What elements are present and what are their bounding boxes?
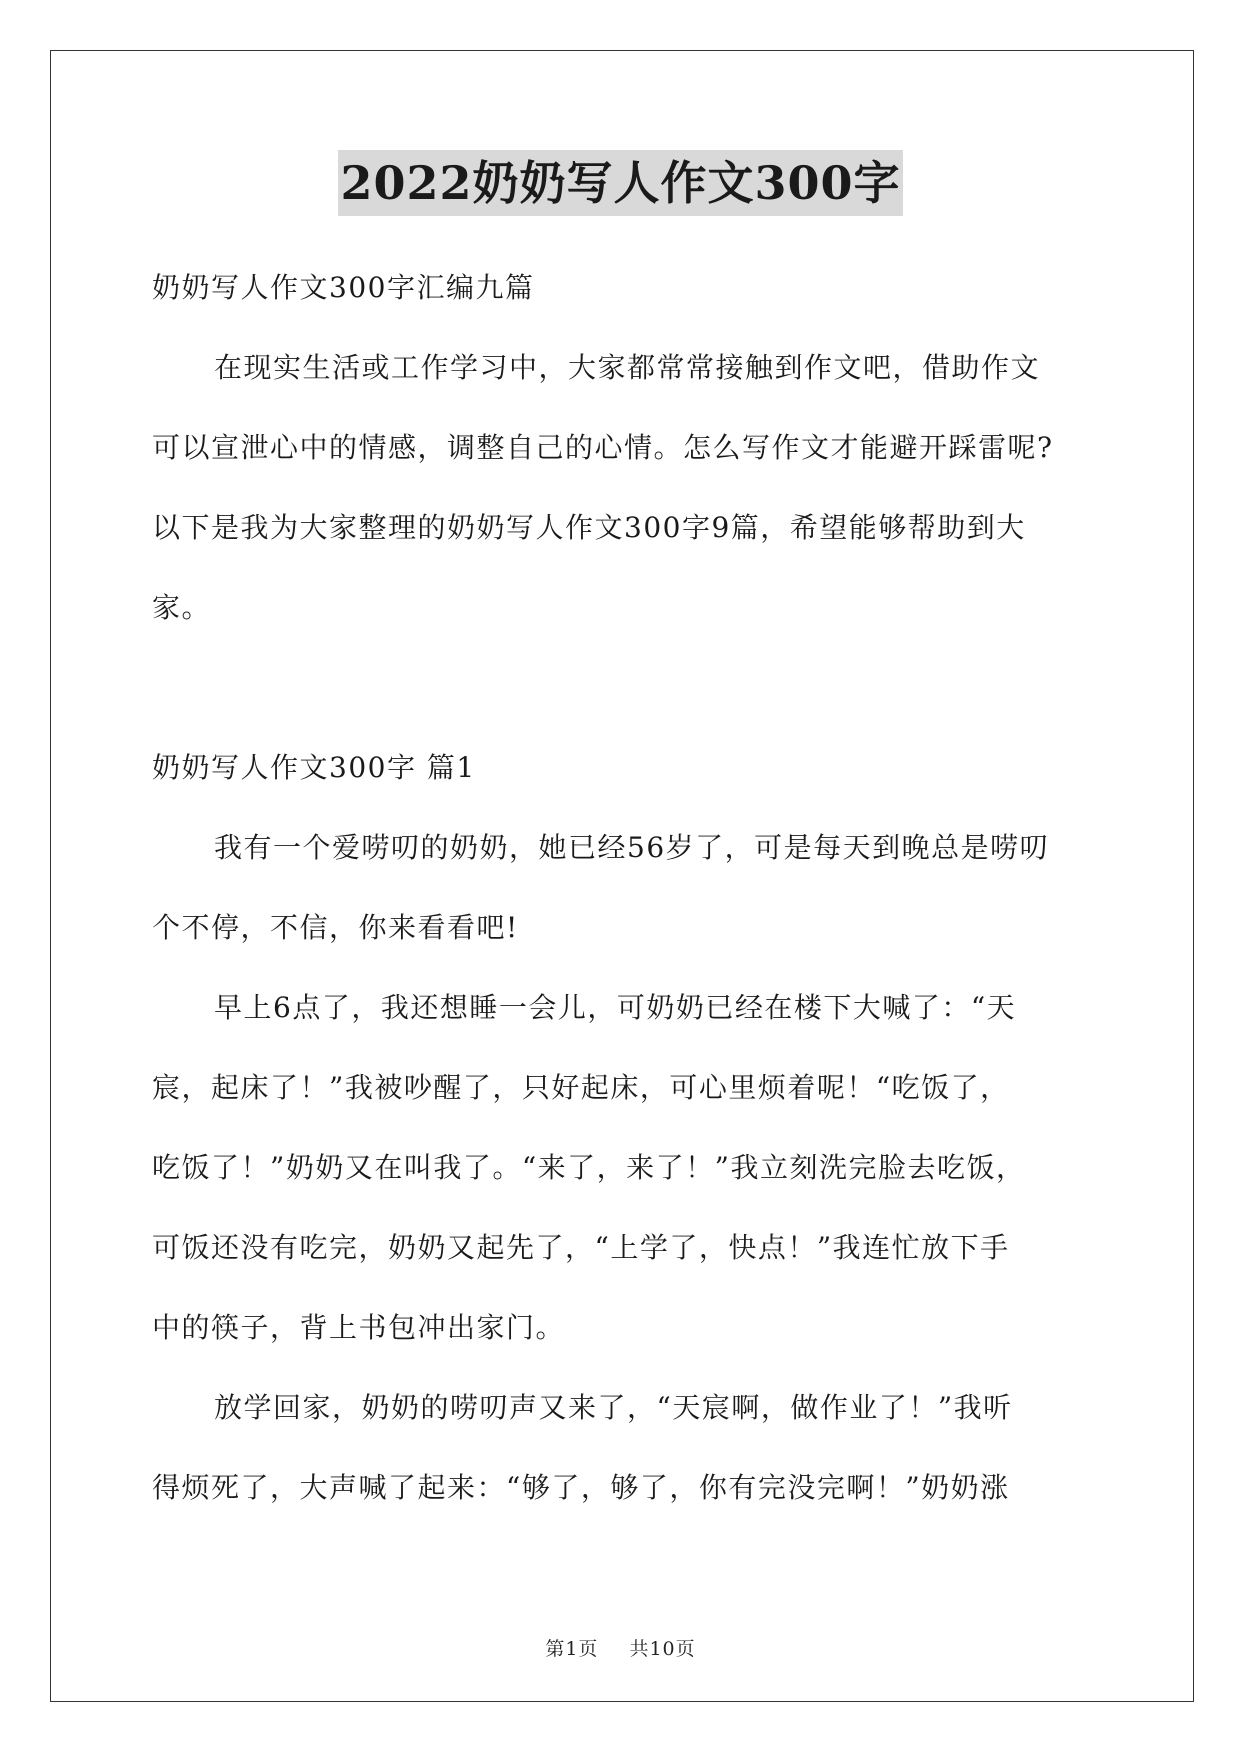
document-title-text: 2022奶奶写人作文300字 <box>338 150 902 216</box>
text-line: 可以宣泄心中的情感，调整自己的心情。怎么写作文才能避开踩雷呢? <box>152 431 1054 464</box>
text-line: 中的筷子，背上书包冲出家门。 <box>152 1311 566 1344</box>
text-line: 可饭还没有吃完，奶奶又起先了，“上学了，快点！”我连忙放下手 <box>152 1231 1010 1264</box>
intro-paragraph <box>152 328 1092 648</box>
subtitle: 奶奶写人作文300字汇编九篇 <box>152 271 535 304</box>
blank-line <box>152 648 1092 728</box>
text-line: 在现实生活或工作学习中，大家都常常接触到作文吧，借助作文 <box>214 351 1041 384</box>
text-line: 以下是我为大家整理的奶奶写人作文300字9篇，希望能够帮助到大 <box>152 511 1026 544</box>
page-footer <box>0 1634 1241 1661</box>
paragraph-1 <box>152 808 1092 968</box>
text-line: 家。 <box>152 591 212 624</box>
text-line: 我有一个爱唠叨的奶奶，她已经56岁了，可是每天到晚总是唠叨 <box>214 831 1050 864</box>
document-body <box>152 248 1092 1528</box>
paragraph-3 <box>152 1368 1092 1528</box>
section-heading: 奶奶写人作文300字 篇1 <box>152 751 476 784</box>
text-line: 得烦死了，大声喊了起来：“够了，够了，你有完没完啊！”奶奶涨 <box>152 1471 1010 1504</box>
text-line: 早上6点了，我还想睡一会儿，可奶奶已经在楼下大喊了：“天 <box>214 991 1017 1024</box>
paragraph-2 <box>152 968 1092 1368</box>
text-line: 个不停，不信，你来看看吧! <box>152 911 519 944</box>
page-number: 第1页 <box>545 1638 599 1660</box>
document-title <box>0 150 1241 216</box>
text-line: 宸，起床了！”我被吵醒了，只好起床，可心里烦着呢！“吃饭了， <box>152 1071 1010 1104</box>
page-total: 共10页 <box>629 1638 696 1660</box>
text-line: 吃饭了！”奶奶又在叫我了。“来了，来了！”我立刻洗完脸去吃饭， <box>152 1151 1026 1184</box>
text-line: 放学回家，奶奶的唠叨声又来了，“天宸啊，做作业了！”我听 <box>214 1391 1013 1424</box>
